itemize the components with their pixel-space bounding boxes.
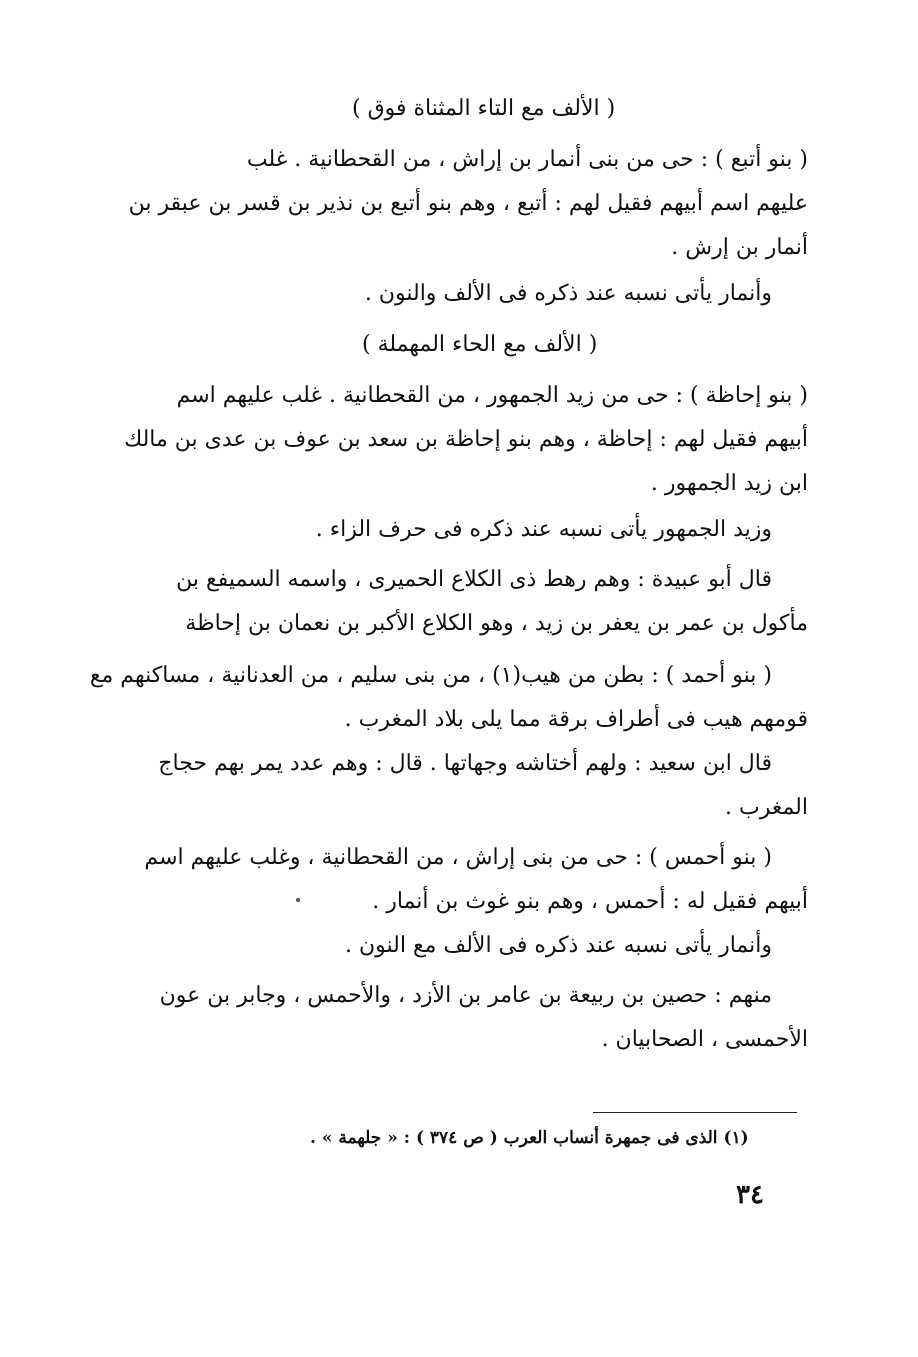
entry-bani-atba: [128, 138, 808, 270]
paragraph-abu-ubayda: [148, 558, 808, 646]
text-line: الأحمسى ، الصحابيان .: [601, 1027, 808, 1052]
text-line: قال ابن سعيد : ولهم أختاشه وجهاتها . قال : وهم عدد يمر بهم حجاج: [158, 751, 772, 776]
text-line: وأنمار يأتى نسبه عند ذكره فى الألف مع النون .: [344, 933, 772, 958]
stray-ink-dot: [296, 898, 300, 902]
entry-bani-ahmas: [144, 836, 808, 924]
text-line: أبيهم فقيل لهم : إحاظة ، وهم بنو إحاظة بن سعد بن عوف بن عدى بن مالك: [124, 427, 808, 452]
text-line: ( بنو أتبع ) : حى من بنى أنمار بن إراش ، من القحطانية . غلب: [246, 147, 808, 172]
footnote-separator: [593, 1112, 797, 1113]
entry-bani-ihaza: [124, 374, 808, 506]
section-heading-alif-ta: ( الألف مع التاء المثناة فوق ): [352, 96, 616, 121]
paragraph-anmar-note-2: [148, 924, 808, 968]
text-line: عليهم اسم أبيهم فقيل لهم : أتبع ، وهم بنو أتبع بن نذير بن قسر بن عبقر بن: [128, 191, 808, 216]
paragraph-zayd-note: [148, 508, 808, 552]
text-line: ابن زيد الجمهور .: [650, 471, 808, 496]
paragraph-ibn-said: [148, 742, 808, 830]
text-line: منهم : حصين بن ربيعة بن عامر بن الأزد ، والأحمس ، وجابر بن عون: [159, 983, 772, 1008]
text-line: ( بنو أحمد ) : بطن من هيب(١) ، من بنى سليم ، من العدنانية ، مساكنهم مع: [89, 663, 772, 688]
text-line: وزيد الجمهور يأتى نسبه عند ذكره فى حرف الزاء .: [315, 517, 772, 542]
text-line: قال أبو عبيدة : وهم رهط ذى الكلاع الحميرى ، واسمه السميفع بن: [176, 567, 772, 592]
footnote-1: (١) الذى فى جمهرة أنساب العرب ( ص ٣٧٤ ) : « جلهمة » .: [310, 1128, 749, 1148]
paragraph-minhum: [148, 974, 808, 1062]
page-number: ٣٤: [736, 1180, 764, 1210]
text-line: أبيهم فقيل له : أحمس ، وهم بنو غوث بن أنمار .: [372, 889, 808, 914]
text-line: ( بنو أحمس ) : حى من بنى إراش ، من القحطانية ، وغلب عليهم اسم: [144, 845, 772, 870]
text-line: أنمار بن إرش .: [671, 235, 808, 260]
text-line: مأكول بن عمر بن يعفر بن زيد ، وهو الكلاع الأكبر بن نعمان بن إحاظة: [185, 611, 808, 636]
entry-bani-ahmad: [89, 654, 808, 742]
text-line: وأنمار يأتى نسبه عند ذكره فى الألف والنون .: [364, 281, 772, 306]
text-line: قومهم هيب فى أطراف برقة مما يلى بلاد المغرب .: [344, 707, 808, 732]
section-heading-alif-ha: ( الألف مع الحاء المهملة ): [362, 332, 598, 357]
text-line: المغرب .: [725, 795, 808, 820]
paragraph-anmar-note: [148, 272, 808, 316]
text-line: ( بنو إحاظة ) : حى من زيد الجمهور ، من القحطانية . غلب عليهم اسم: [176, 383, 808, 408]
